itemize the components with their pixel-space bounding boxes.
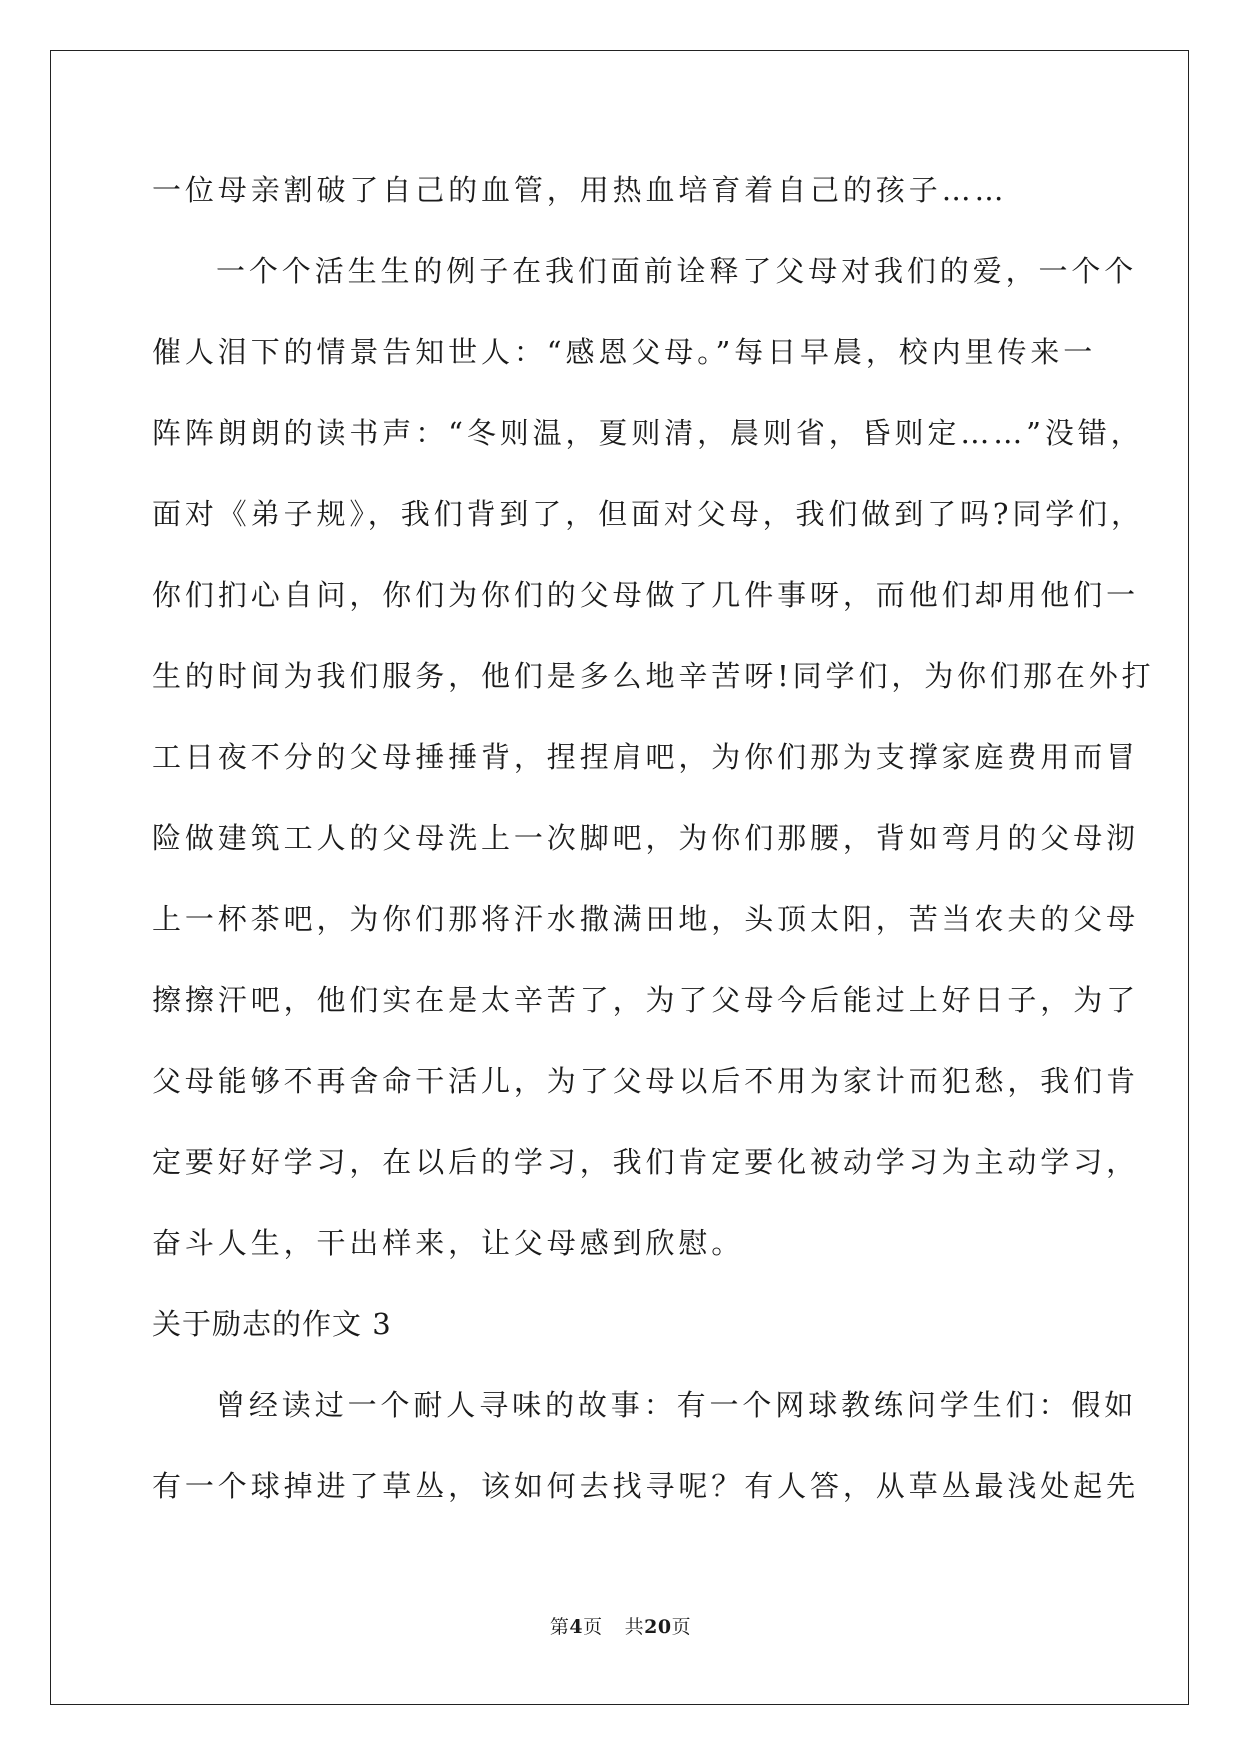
page-prefix: 第 <box>549 1616 570 1638</box>
page-footer <box>0 1612 1241 1639</box>
document-body <box>152 162 1155 1539</box>
paragraph-line: 父母能够不再舍命干活儿，为了父母以后不用为家计而犯愁，我们肯 <box>152 1064 1140 1098</box>
paragraph-line: 曾经读过一个耐人寻味的故事：有一个网球教练问学生们：假如 <box>216 1388 1138 1422</box>
paragraph-line: 上一杯茶吧，为你们那将汗水撒满田地，头顶太阳，苦当农夫的父母 <box>152 902 1140 936</box>
paragraph-line: 奋斗人生，干出样来，让父母感到欣慰。 <box>152 1226 745 1260</box>
paragraph-line: 催人泪下的情景告知世人：“感恩父母。”每日早晨，校内里传来一 <box>152 335 1097 369</box>
paragraph-line: 险做建筑工人的父母洗上一次脚吧，为你们那腰，背如弯月的父母沏 <box>152 821 1140 855</box>
paragraph-line: 有一个球掉进了草丛，该如何去找寻呢？有人答，从草丛最浅处起先 <box>152 1469 1140 1503</box>
paragraph-line: 面对《弟子规》，我们背到了，但面对父母，我们做到了吗?同学们， <box>152 497 1144 531</box>
paragraph-line: 一个个活生生的例子在我们面前诠释了父母对我们的爱，一个个 <box>216 254 1138 288</box>
paragraph-line: 你们扪心自问，你们为你们的父母做了几件事呀，而他们却用他们一 <box>152 578 1140 612</box>
paragraph-line: 擦擦汗吧，他们实在是太辛苦了，为了父母今后能过上好日子，为了 <box>152 983 1140 1017</box>
paragraph-line: 工日夜不分的父母捶捶背，捏捏肩吧，为你们那为支撑家庭费用而冒 <box>152 740 1140 774</box>
total-page-count: 20 <box>644 1616 672 1638</box>
total-prefix: 共 <box>624 1616 645 1638</box>
paragraph-line: 定要好好学习，在以后的学习，我们肯定要化被动学习为主动学习， <box>152 1145 1140 1179</box>
page-suffix: 页 <box>583 1616 603 1638</box>
current-page-number: 4 <box>569 1616 584 1638</box>
section-heading: 关于励志的作文 3 <box>152 1307 392 1341</box>
paragraph-line: 生的时间为我们服务，他们是多么地辛苦呀!同学们，为你们那在外打 <box>152 659 1155 693</box>
total-suffix: 页 <box>671 1616 692 1638</box>
paragraph-line: 一位母亲割破了自己的血管，用热血培育着自己的孩子…… <box>152 173 1008 207</box>
paragraph-line: 阵阵朗朗的读书声：“冬则温，夏则清，晨则省，昏则定……”没错， <box>152 416 1144 450</box>
